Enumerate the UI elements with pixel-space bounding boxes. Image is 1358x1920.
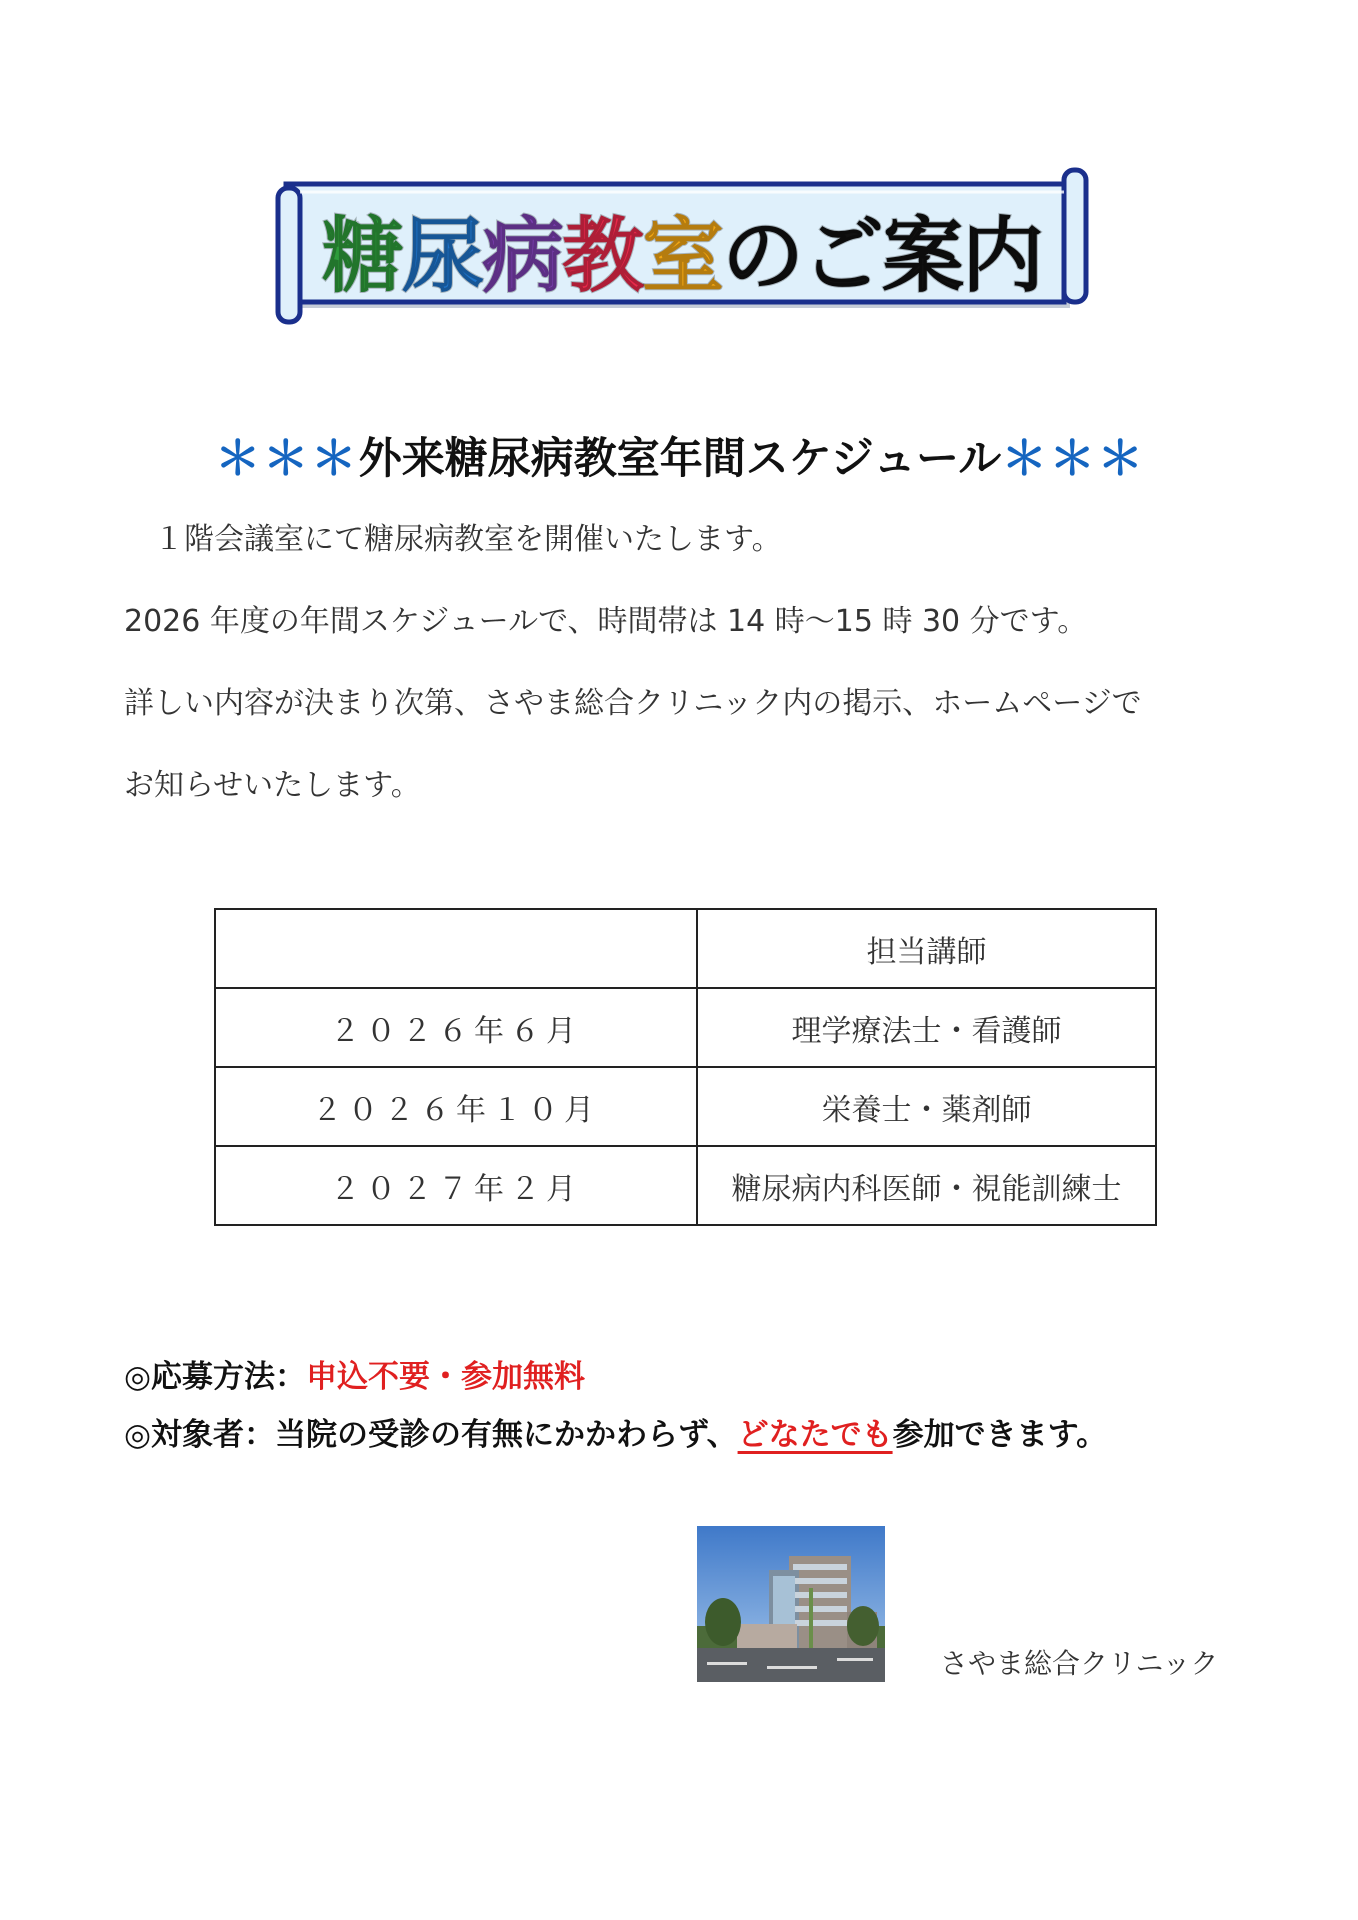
heading-text: 外来糖尿病教室年間スケジュール [358, 433, 1002, 484]
table-row [215, 1146, 1156, 1225]
title-char-3: 病 [481, 208, 562, 304]
target-tail: 参加できます。 [892, 1417, 1108, 1453]
apply-value: 申込不要・参加無料 [306, 1359, 586, 1395]
lecturer-cell: 栄養士・薬剤師 [697, 1067, 1156, 1146]
title-char-1: 糖 [321, 208, 402, 304]
intro-line-1: １階会議室にて糖尿病教室を開催いたします。 [154, 522, 782, 557]
title-char-5: 室 [642, 208, 723, 304]
title-char-4: 教 [562, 208, 643, 304]
date-cell: ２０２７年２月 [215, 1146, 697, 1225]
target-label: ◎対象者：当院の受診の有無にかかわらず、 [124, 1417, 738, 1453]
target-highlight: どなたでも [737, 1417, 893, 1453]
date-cell: ２０２６年１０月 [215, 1067, 697, 1146]
title-banner [272, 166, 1092, 332]
heading-stars-left: ＊＊＊ [214, 431, 359, 485]
header-cell-lecturer: 担当講師 [697, 909, 1156, 988]
intro-line-2: 2026 年度の年間スケジュールで、時間帯は 14 時～15 時 30 分です。 [124, 604, 1088, 639]
banner-title [312, 166, 1052, 332]
title-char-2: 尿 [401, 208, 482, 304]
table-row [215, 1067, 1156, 1146]
date-cell: ２０２６年６月 [215, 988, 697, 1067]
title-tail: のご案内 [722, 208, 1043, 304]
table-header-row [215, 909, 1156, 988]
clinic-name: さやま総合クリニック [940, 1647, 1219, 1680]
lecturer-cell: 糖尿病内科医師・視能訓練士 [697, 1146, 1156, 1225]
table-row [215, 988, 1156, 1067]
schedule-heading [150, 420, 1210, 490]
schedule-table [214, 908, 1157, 1226]
header-cell-date [215, 909, 697, 988]
apply-label: ◎応募方法： [124, 1359, 307, 1395]
clinic-building-photo [697, 1526, 885, 1682]
heading-stars-right: ＊＊＊ [1001, 431, 1146, 485]
target-note [124, 1412, 1107, 1458]
application-note [124, 1354, 585, 1400]
intro-line-4: お知らせいたします。 [124, 768, 421, 803]
lecturer-cell: 理学療法士・看護師 [697, 988, 1156, 1067]
intro-line-3: 詳しい内容が決まり次第、さやま総合クリニック内の掲示、ホームページで [124, 686, 1142, 721]
